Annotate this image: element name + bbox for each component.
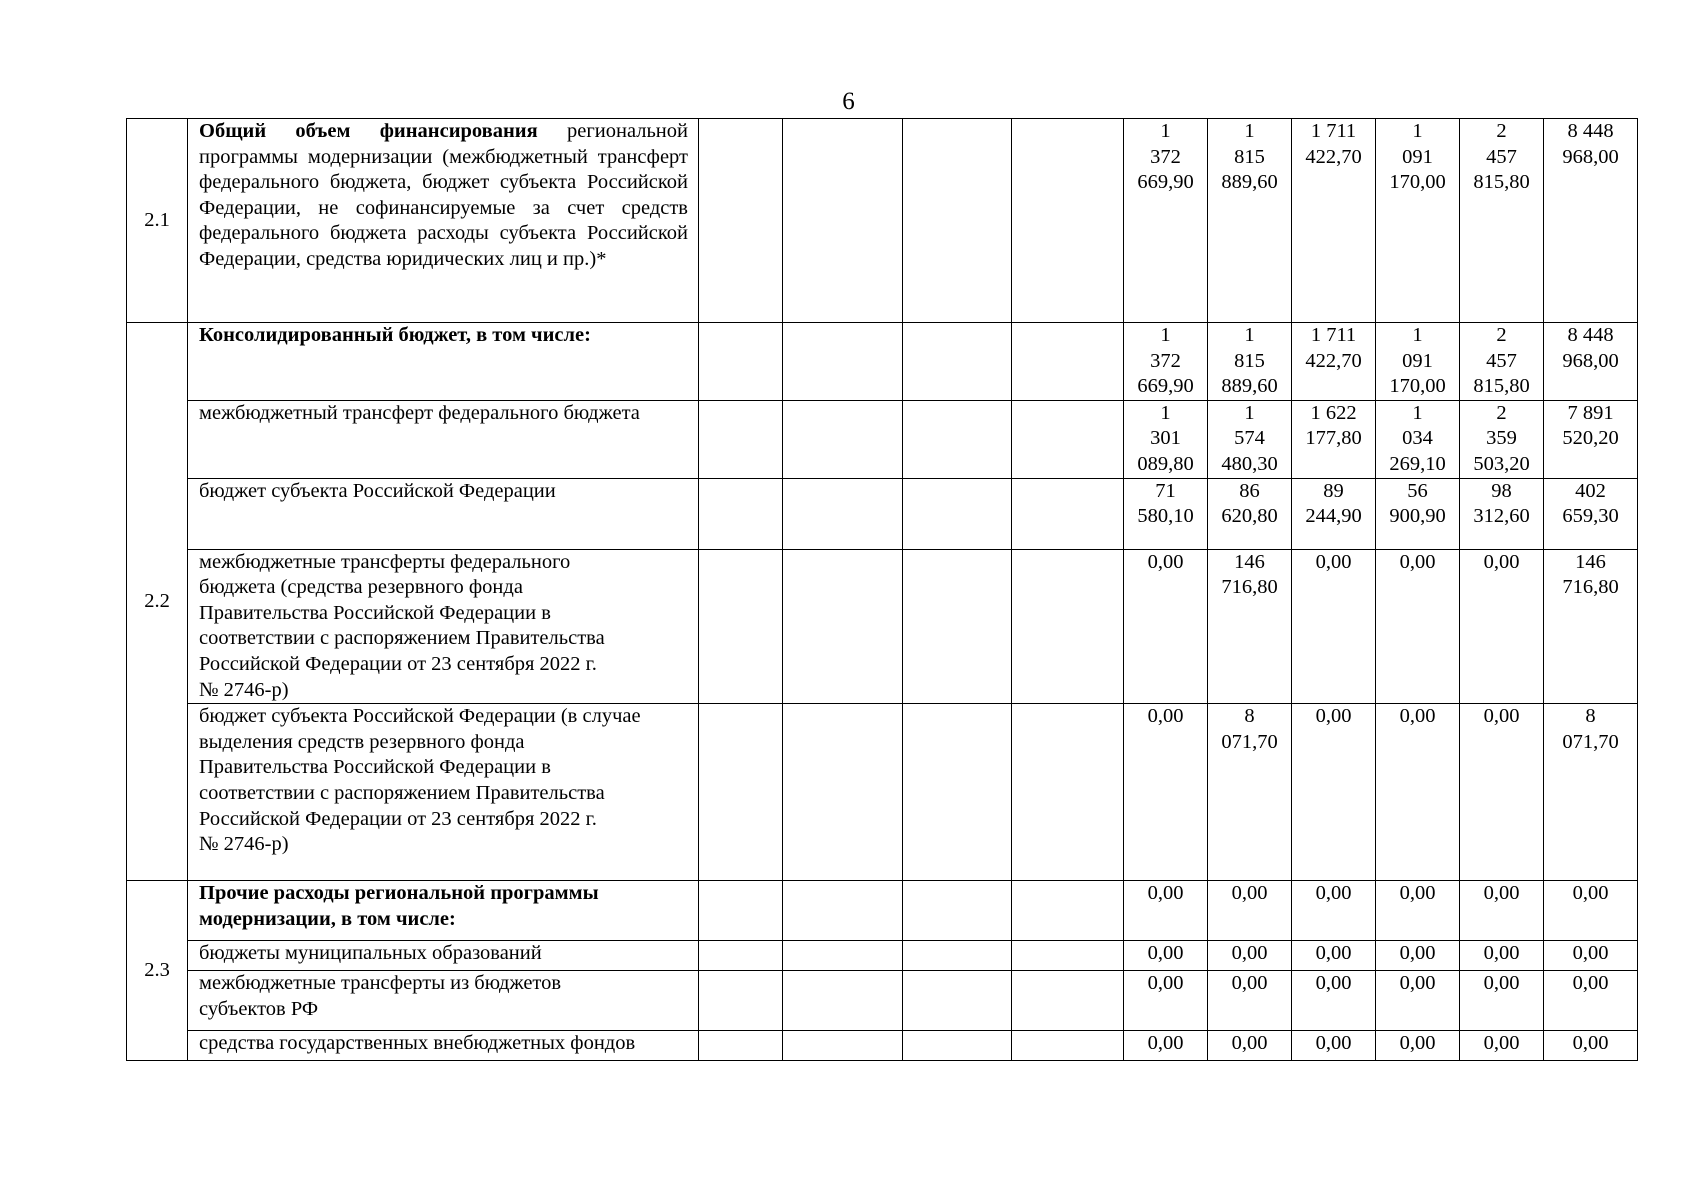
value-cell	[1376, 941, 1460, 971]
empty-cell	[1012, 323, 1124, 401]
empty-cell	[1012, 881, 1124, 941]
value-cell	[1292, 971, 1376, 1031]
value-part: 0,00	[1231, 942, 1268, 965]
value-cell	[1292, 941, 1376, 971]
description-line: выделения средств резервного фонда	[199, 730, 525, 753]
financing-table	[126, 118, 1638, 1061]
value-part: 1	[1244, 401, 1255, 424]
empty-cell	[903, 119, 1012, 323]
value-cell	[1292, 478, 1376, 549]
value-part: 091	[1402, 349, 1433, 372]
empty-cell	[699, 881, 783, 941]
description-bold: Консолидированный бюджет, в том числе:	[199, 324, 591, 346]
empty-cell	[783, 119, 903, 323]
empty-cell	[1012, 400, 1124, 478]
description-cell	[188, 1031, 699, 1061]
value-cell	[1544, 400, 1638, 478]
value-part: 669,90	[1137, 375, 1194, 398]
value-part: 457	[1486, 145, 1517, 168]
value-part: 716,80	[1562, 576, 1619, 599]
description-text: межбюджетный трансферт федерального бюджета	[199, 401, 640, 424]
value-part: 1	[1412, 120, 1423, 142]
value-cell	[1124, 478, 1208, 549]
value-part: 0,00	[1315, 1032, 1352, 1055]
description-line: бюджет субъекта Российской Федерации (в случае	[199, 705, 641, 728]
value-part: 86	[1239, 479, 1260, 502]
empty-cell	[1012, 941, 1124, 971]
value-part: 669,90	[1137, 171, 1194, 194]
value-cell	[1292, 119, 1376, 323]
value-part: 0,00	[1147, 882, 1184, 905]
value-part: 968,00	[1562, 145, 1619, 168]
value-part: 968,00	[1562, 349, 1619, 372]
value-cell	[1544, 881, 1638, 941]
value-cell	[1208, 704, 1292, 881]
value-cell	[1208, 323, 1292, 401]
value-cell	[1292, 400, 1376, 478]
description-cell	[188, 478, 699, 549]
table-row	[127, 881, 1638, 941]
value-cell	[1544, 549, 1638, 704]
empty-cell	[1012, 1031, 1124, 1061]
value-cell	[1124, 881, 1208, 941]
description-text: бюджеты муниципальных образований	[199, 942, 542, 965]
value-part: 1	[1244, 324, 1255, 346]
description-line: Российской Федерации от 23 сентября 2022 г.	[199, 652, 597, 675]
value-part: 620,80	[1221, 505, 1278, 528]
table-row	[127, 323, 1638, 401]
value-cell	[1544, 323, 1638, 401]
empty-cell	[1012, 119, 1124, 323]
description-cell	[188, 119, 699, 323]
value-part: 889,60	[1221, 171, 1278, 194]
value-part: 312,60	[1473, 505, 1530, 528]
value-part: 372	[1150, 145, 1181, 168]
empty-cell	[783, 549, 903, 704]
value-cell	[1292, 1031, 1376, 1061]
empty-cell	[903, 881, 1012, 941]
empty-cell	[783, 704, 903, 881]
empty-cell	[903, 323, 1012, 401]
value-part: 0,00	[1483, 1032, 1520, 1055]
value-cell	[1376, 323, 1460, 401]
description-cell	[188, 323, 699, 401]
value-part: 071,70	[1562, 730, 1619, 753]
empty-cell	[783, 881, 903, 941]
value-part: 0,00	[1147, 550, 1184, 573]
value-part: 1 711	[1310, 324, 1357, 346]
value-cell	[1208, 941, 1292, 971]
value-cell	[1376, 400, 1460, 478]
value-part: 0,00	[1231, 1032, 1268, 1055]
value-part: 574	[1234, 427, 1265, 450]
empty-cell	[699, 704, 783, 881]
value-cell	[1208, 119, 1292, 323]
empty-cell	[1012, 549, 1124, 704]
empty-cell	[783, 478, 903, 549]
description-bold-line: модернизации, в том числе:	[199, 907, 456, 930]
value-cell	[1460, 478, 1544, 549]
table-row	[127, 941, 1638, 971]
value-cell	[1208, 549, 1292, 704]
empty-cell	[783, 323, 903, 401]
section-number: 2.1	[144, 208, 170, 231]
description-line: № 2746-р)	[199, 833, 289, 856]
value-part: 269,10	[1389, 452, 1446, 475]
value-part: 0,00	[1483, 972, 1520, 995]
value-part: 0,00	[1231, 972, 1268, 995]
description-cell	[188, 941, 699, 971]
description-line: межбюджетные трансферты из бюджетов	[199, 972, 562, 995]
value-part: 301	[1150, 427, 1181, 450]
value-part: 815	[1234, 349, 1265, 372]
value-part: 503,20	[1473, 452, 1530, 475]
value-part: 0,00	[1572, 942, 1609, 965]
description-line: № 2746-р)	[199, 678, 289, 701]
description-bold: Общий объем финансирования	[199, 120, 538, 142]
value-cell	[1460, 400, 1544, 478]
value-part: 1	[1160, 401, 1171, 424]
value-part: 071,70	[1221, 730, 1278, 753]
value-cell	[1124, 704, 1208, 881]
value-cell	[1292, 549, 1376, 704]
value-cell	[1460, 323, 1544, 401]
value-cell	[1376, 119, 1460, 323]
value-part: 0,00	[1315, 550, 1352, 573]
value-part: 1 711	[1310, 120, 1357, 142]
empty-cell	[903, 941, 1012, 971]
value-part: 8 448	[1567, 120, 1614, 142]
value-cell	[1544, 119, 1638, 323]
value-part: 402	[1575, 479, 1606, 502]
value-part: 89	[1323, 479, 1344, 502]
value-part: 0,00	[1315, 705, 1352, 728]
empty-cell	[699, 478, 783, 549]
value-part: 2	[1496, 401, 1507, 424]
value-part: 815,80	[1473, 171, 1530, 194]
value-part: 815,80	[1473, 375, 1530, 398]
empty-cell	[699, 119, 783, 323]
value-part: 1	[1160, 324, 1171, 346]
description-text: средства государственных внебюджетных фондов	[199, 1032, 636, 1055]
value-part: 2	[1496, 324, 1507, 346]
value-part: 8	[1585, 705, 1596, 728]
value-part: 580,10	[1137, 505, 1194, 528]
value-part: 244,90	[1305, 505, 1362, 528]
table-row	[127, 704, 1638, 881]
value-part: 1	[1412, 401, 1423, 424]
section-number-cell	[127, 323, 188, 881]
value-cell	[1376, 704, 1460, 881]
value-part: 372	[1150, 349, 1181, 372]
value-part: 0,00	[1399, 705, 1436, 728]
value-part: 170,00	[1389, 375, 1446, 398]
value-part: 0,00	[1147, 1032, 1184, 1055]
value-part: 0,00	[1399, 972, 1436, 995]
value-part: 0,00	[1483, 882, 1520, 905]
value-part: 422,70	[1305, 145, 1362, 168]
empty-cell	[699, 941, 783, 971]
value-part: 889,60	[1221, 375, 1278, 398]
empty-cell	[903, 400, 1012, 478]
table-row	[127, 1031, 1638, 1061]
value-cell	[1292, 704, 1376, 881]
empty-cell	[903, 971, 1012, 1031]
value-cell	[1208, 400, 1292, 478]
description-line: субъектов РФ	[199, 997, 319, 1020]
value-part: 0,00	[1315, 882, 1352, 905]
value-part: 0,00	[1483, 705, 1520, 728]
value-cell	[1208, 478, 1292, 549]
description-line: соответствии с распоряжением Правительства	[199, 627, 605, 650]
value-part: 0,00	[1399, 882, 1436, 905]
table-row	[127, 971, 1638, 1031]
value-part: 520,20	[1562, 427, 1619, 450]
value-cell	[1460, 881, 1544, 941]
value-part: 457	[1486, 349, 1517, 372]
value-cell	[1292, 323, 1376, 401]
page-number: 6	[842, 88, 855, 115]
description-cell	[188, 400, 699, 478]
value-cell	[1292, 881, 1376, 941]
value-part: 71	[1155, 479, 1176, 502]
value-part: 8 448	[1567, 324, 1614, 346]
value-part: 359	[1486, 427, 1517, 450]
value-cell	[1124, 400, 1208, 478]
value-part: 0,00	[1399, 550, 1436, 573]
value-part: 0,00	[1572, 882, 1609, 905]
table-row	[127, 400, 1638, 478]
value-part: 089,80	[1137, 452, 1194, 475]
description-cell	[188, 971, 699, 1031]
value-part: 146	[1575, 550, 1606, 573]
section-number: 2.3	[144, 958, 170, 981]
description-cell	[188, 881, 699, 941]
empty-cell	[699, 323, 783, 401]
value-cell	[1208, 971, 1292, 1031]
value-part: 422,70	[1305, 349, 1362, 372]
value-part: 0,00	[1315, 942, 1352, 965]
value-cell	[1460, 941, 1544, 971]
value-cell	[1460, 1031, 1544, 1061]
value-part: 0,00	[1147, 942, 1184, 965]
value-cell	[1460, 971, 1544, 1031]
empty-cell	[1012, 478, 1124, 549]
value-part: 8	[1244, 705, 1255, 728]
value-cell	[1124, 323, 1208, 401]
value-cell	[1208, 1031, 1292, 1061]
value-cell	[1544, 1031, 1638, 1061]
description-text: бюджет субъекта Российской Федерации	[199, 479, 556, 502]
value-part: 480,30	[1221, 452, 1278, 475]
empty-cell	[903, 1031, 1012, 1061]
value-part: 815	[1234, 145, 1265, 168]
value-cell	[1544, 478, 1638, 549]
value-part: 146	[1234, 550, 1265, 573]
description-line: Российской Федерации от 23 сентября 2022 г.	[199, 807, 597, 830]
description-line: соответствии с распоряжением Правительства	[199, 781, 605, 804]
value-cell	[1460, 549, 1544, 704]
description-line: межбюджетные трансферты федерального	[199, 550, 571, 573]
value-part: 0,00	[1231, 882, 1268, 905]
value-cell	[1544, 941, 1638, 971]
value-cell	[1124, 1031, 1208, 1061]
value-part: 0,00	[1483, 942, 1520, 965]
empty-cell	[783, 400, 903, 478]
section-number-cell	[127, 119, 188, 323]
description-cell	[188, 549, 699, 704]
value-part: 98	[1491, 479, 1512, 502]
value-cell	[1376, 1031, 1460, 1061]
empty-cell	[783, 1031, 903, 1061]
value-part: 0,00	[1399, 942, 1436, 965]
value-part: 1	[1244, 120, 1255, 142]
description-line: бюджета (средства резервного фонда	[199, 576, 523, 599]
description-bold-line: Прочие расходы региональной программы	[199, 882, 599, 905]
section-number-cell	[127, 881, 188, 1061]
value-part: 7 891	[1567, 401, 1614, 424]
empty-cell	[783, 971, 903, 1031]
value-part: 0,00	[1315, 972, 1352, 995]
value-part: 1	[1412, 324, 1423, 346]
value-part: 659,30	[1562, 505, 1619, 528]
description-text: региональной программы модернизации (межбюджетный трансферт федерального бюджета, бюджет субъекта Российской Федерации, не софинансируемые за счет средств федерального бюджета расходы субъекта Российской Федерации, средства юридических лиц и пр.)*	[199, 120, 688, 270]
value-cell	[1460, 119, 1544, 323]
empty-cell	[699, 549, 783, 704]
empty-cell	[699, 400, 783, 478]
table-row	[127, 119, 1638, 323]
value-part: 170,00	[1389, 171, 1446, 194]
value-part: 1	[1160, 120, 1171, 142]
value-cell	[1124, 941, 1208, 971]
value-part: 900,90	[1389, 505, 1446, 528]
value-cell	[1376, 549, 1460, 704]
value-cell	[1376, 478, 1460, 549]
value-cell	[1208, 881, 1292, 941]
value-part: 716,80	[1221, 576, 1278, 599]
value-part: 091	[1402, 145, 1433, 168]
empty-cell	[699, 971, 783, 1031]
value-part: 1 622	[1310, 401, 1357, 424]
empty-cell	[903, 478, 1012, 549]
value-part: 0,00	[1399, 1032, 1436, 1055]
value-cell	[1124, 549, 1208, 704]
value-cell	[1124, 971, 1208, 1031]
value-part: 0,00	[1147, 972, 1184, 995]
value-part: 0,00	[1572, 972, 1609, 995]
table-row	[127, 478, 1638, 549]
value-cell	[1544, 971, 1638, 1031]
empty-cell	[699, 1031, 783, 1061]
section-number: 2.2	[144, 589, 170, 612]
value-cell	[1124, 119, 1208, 323]
value-cell	[1376, 971, 1460, 1031]
empty-cell	[1012, 704, 1124, 881]
value-cell	[1460, 704, 1544, 881]
value-part: 0,00	[1147, 705, 1184, 728]
value-part: 034	[1402, 427, 1433, 450]
description-cell	[188, 704, 699, 881]
empty-cell	[783, 941, 903, 971]
table-row	[127, 549, 1638, 704]
value-part: 2	[1496, 120, 1507, 142]
value-cell	[1376, 881, 1460, 941]
empty-cell	[903, 549, 1012, 704]
value-part: 177,80	[1305, 427, 1362, 450]
value-part: 0,00	[1483, 550, 1520, 573]
empty-cell	[903, 704, 1012, 881]
empty-cell	[1012, 971, 1124, 1031]
value-cell	[1544, 704, 1638, 881]
description-line: Правительства Российской Федерации в	[199, 601, 551, 624]
value-part: 56	[1407, 479, 1428, 502]
value-part: 0,00	[1572, 1032, 1609, 1055]
description-line: Правительства Российской Федерации в	[199, 756, 551, 779]
